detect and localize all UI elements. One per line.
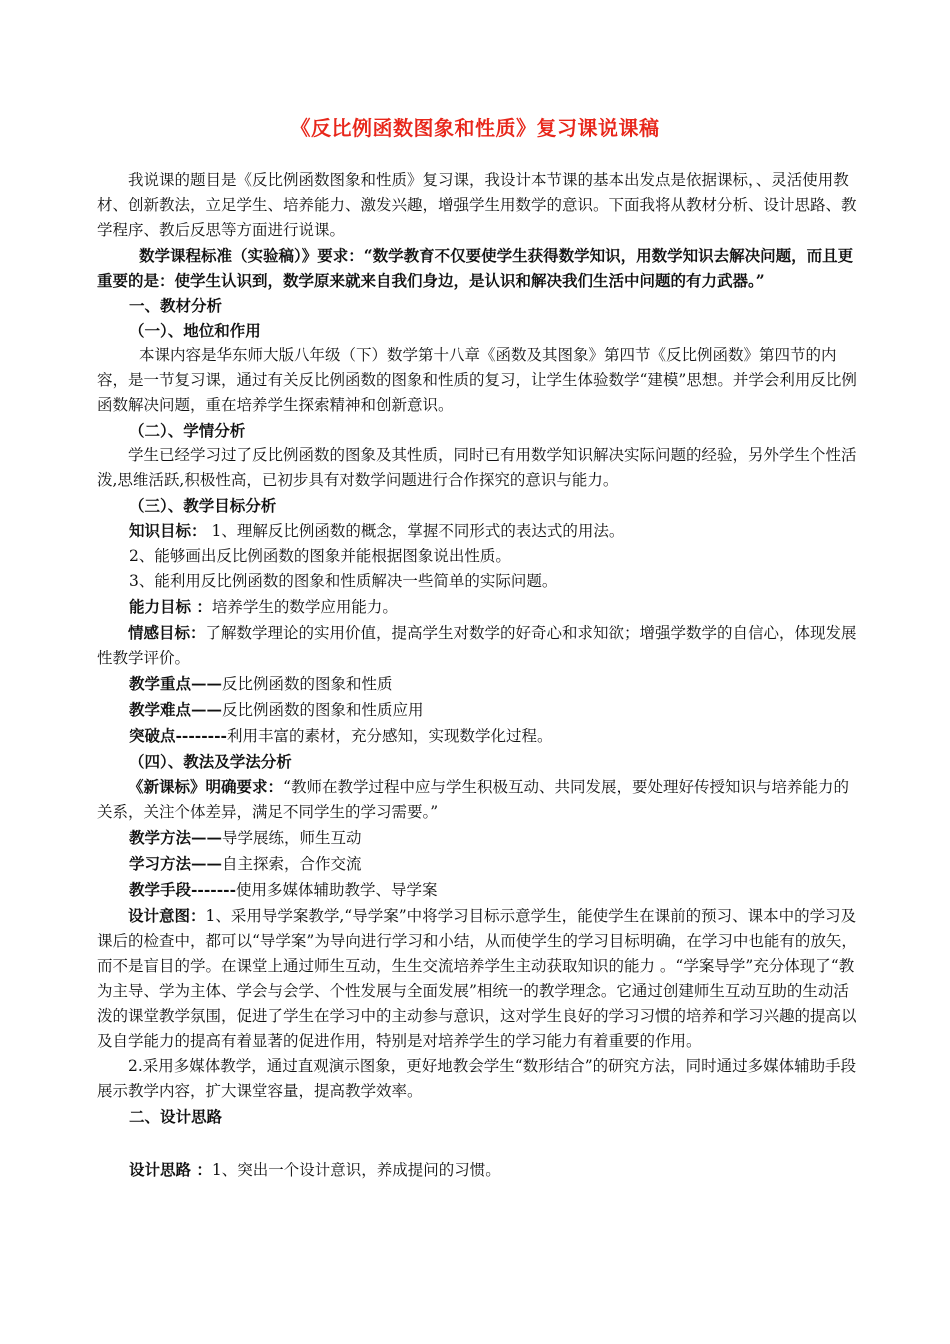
spacer — [97, 1129, 857, 1157]
sub-4-heading: （四）、教法及学法分析 — [129, 752, 292, 771]
design-intent: 设计意图：1、采用导学案教学,“导学案”中将学习目标示意学生，能使学生在课前的预习、课本中的学习及课后的检查中，都可以“导学案”为导向进行学习和小结，从而使学生的学习目标明确，在学习中也能有的放矢，而不是盲目的学。在课堂上通过师生互动，生生交流培养学生主动获取知识的能力 。“学案导学”充分体现了“教为主导、学为主体、学会与会学、个性发展与全面发展”相统一的教学理念。它通过创建师生互动互助的生动活泼的课堂教学氛围，促进了学生在学习中的主动参与意识，这对学生良好的学习习惯的培养和学习兴趣的提高以及自学能力的提高有着显著的促进作用，特别是对培养学生的学习能力有着重要的作用。 — [97, 906, 857, 1050]
sub-1-heading: （一）、地位和作用 — [129, 321, 261, 340]
section-2-heading: 二、设计思路 — [129, 1107, 223, 1126]
sub-2-heading: （二）、学情分析 — [129, 421, 246, 440]
intro-paragraph: 我说课的题目是《反比例函数图象和性质》复习课，我设计本节课的基本出发点是依据课标，、灵活使用教材、创新教法，立足学生、培养能力、激发兴趣，增强学生用数学的意识。下面我将从教材分析、设计思路、教学程序、教后反思等方面进行说课。 — [97, 171, 857, 239]
new-standard-requirement: 《新课标》明确要求：“教师在教学过程中应与学生积极互动、共同发展，要处理好传授知识与培养能力的关系，关注个体差异，满足不同学生的学习需要。” — [97, 777, 849, 821]
section-1-heading: 一、教材分析 — [129, 296, 223, 315]
design-idea: 设计思路 ：1、突出一个设计意识，养成提问的习惯。 — [129, 1160, 501, 1179]
sub-2-text: 学生已经学习过了反比例函数的图象及其性质，同时已有用数学知识解决实际问题的经验，另外学生个性活泼,思维活跃,积极性高，已初步具有对数学问题进行合作探究的意识与能力。 — [97, 446, 857, 489]
learning-method: 学习方法——自主探索，合作交流 — [129, 854, 362, 873]
document-title: 《反比例函数图象和性质》复习课说课稿 — [290, 116, 660, 140]
design-intent-2: 2.采用多媒体教学，通过直观演示图象，更好地教会学生“数形结合”的研究方法，同时通过多媒体辅助手段展示教学内容，扩大课堂容量，提高教学效率。 — [97, 1057, 857, 1100]
sub-3-heading: （三）、教学目标分析 — [129, 496, 277, 515]
knowledge-goal-3: 3、能利用反比例函数的图象和性质解决一些简单的实际问题。 — [129, 572, 558, 590]
ability-goal: 能力目标 ：培养学生的数学应用能力。 — [129, 597, 398, 616]
key-point: 教学重点——反比例函数的图象和性质 — [129, 674, 393, 693]
breakthrough-point: 突破点--------利用丰富的素材，充分感知，实现数学化过程。 — [129, 726, 553, 745]
document-body — [97, 168, 857, 1183]
difficult-point: 教学难点——反比例函数的图象和性质应用 — [129, 700, 424, 719]
standard-quote: 数学课程标准（实验稿）》要求：“数学教育不仅要使学生获得数学知识，用数学知识去解决问题，而且更重要的是：使学生认识到，数学原来就来自我们身边，是认识和解决我们生活中问题的有力武器。” — [97, 246, 854, 290]
teaching-means: 教学手段-------使用多媒体辅助教学、导学案 — [129, 880, 438, 899]
knowledge-goal-2: 2、能够画出反比例函数的图象并能根据图象说出性质。 — [129, 547, 511, 565]
teaching-method: 教学方法——导学展练，师生互动 — [129, 828, 362, 847]
emotion-goal-label: 情感目标： — [128, 623, 206, 642]
emotion-goal: 情感目标：了解数学理论的实用价值，提高学生对数学的好奇心和求知欲；增强学数学的自信心，体现发展性教学评价。 — [97, 623, 857, 667]
knowledge-goal-label: 知识目标： — [129, 521, 207, 540]
knowledge-goal-1: 知识目标： 1、理解反比例函数的概念，掌握不同形式的表达式的用法。 — [129, 521, 625, 540]
ability-goal-label: 能力目标 ： — [129, 597, 212, 616]
sub-1-text: 本课内容是华东师大版八年级（下）数学第十八章《函数及其图象》第四节《反比例函数》第四节的内容，是一节复习课，通过有关反比例函数的图象和性质的复习，让学生体验数学“建模”思想。并学会利用反比例函数解决问题，重在培养学生探索精神和创新意识。 — [97, 346, 857, 414]
